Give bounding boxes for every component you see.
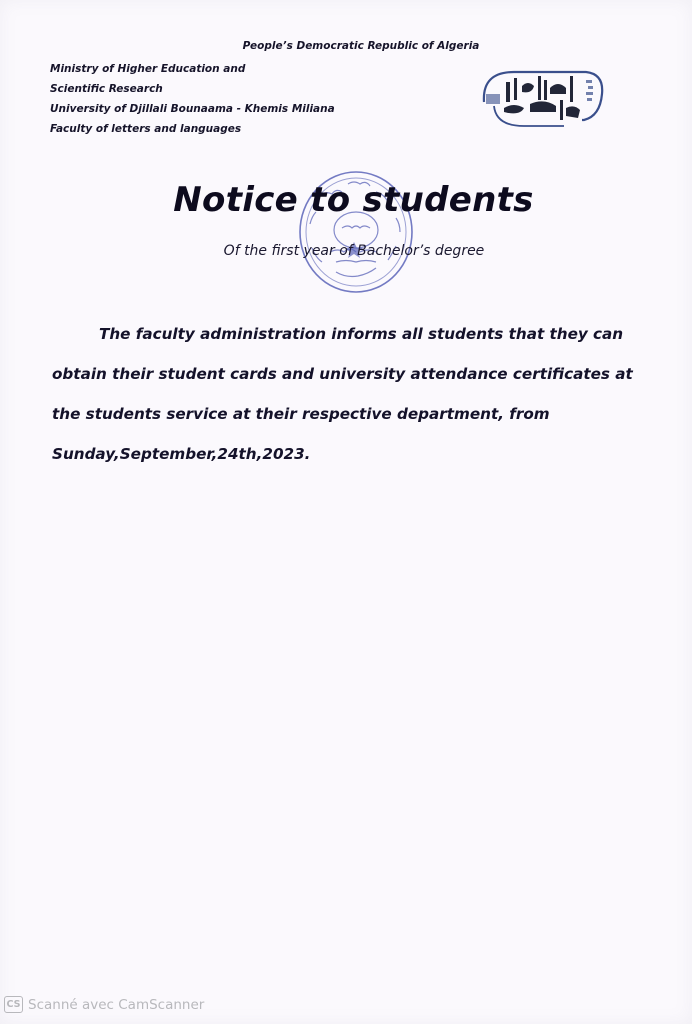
faculty-name: Faculty of letters and languages — [50, 123, 242, 135]
notice-subtitle: Of the first year of Bachelor’s degree — [223, 243, 485, 259]
ministry-line-2: Scientific Research — [50, 83, 163, 95]
camscanner-icon: CS — [4, 996, 23, 1013]
notice-body-line: the students service at their respective department, from — [52, 405, 550, 423]
notice-body-line: Sunday,September,24th,2023. — [52, 445, 311, 463]
notice-title: Notice to students — [173, 180, 534, 220]
notice-body — [52, 314, 652, 474]
university-logo-icon — [474, 64, 609, 134]
notice-body-line: The faculty administration informs all students that they can — [99, 325, 624, 343]
notice-body-line: obtain their student cards and university attendance certificates at — [52, 365, 633, 383]
scanner-text: Scanné avec CamScanner — [28, 996, 205, 1013]
scanner-watermark — [4, 996, 204, 1013]
university-name: University of Djillali Bounaama - Khemis Miliana — [50, 103, 335, 115]
institution-header — [50, 59, 335, 139]
country-heading: People’s Democratic Republic of Algeria — [242, 40, 480, 52]
ministry-line-1: Ministry of Higher Education and — [50, 63, 246, 75]
